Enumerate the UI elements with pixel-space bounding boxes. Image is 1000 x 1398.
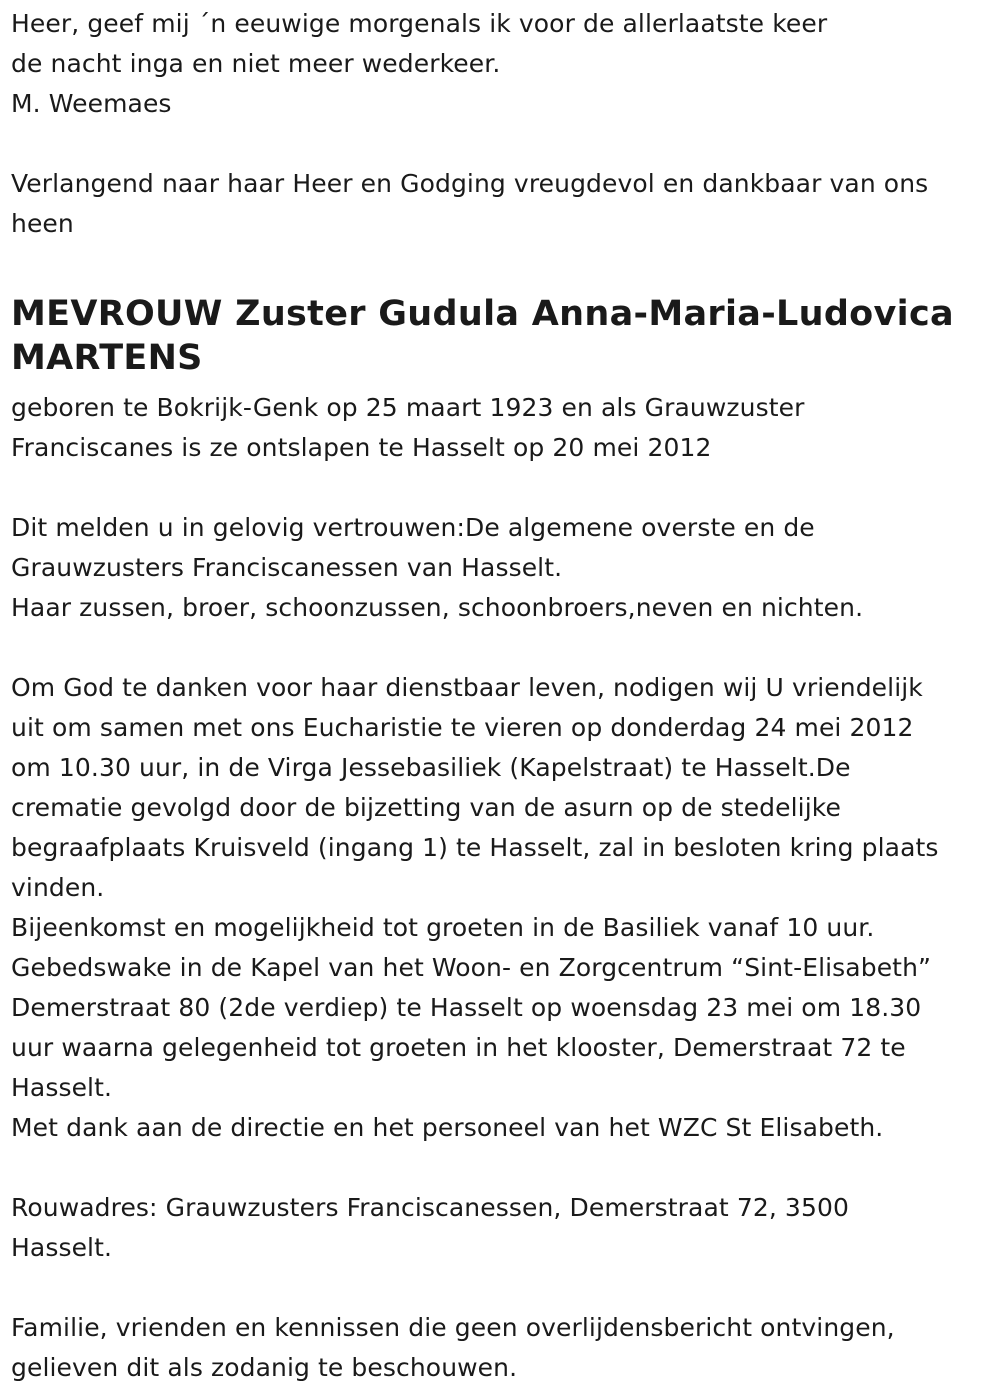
closing-line: Familie, vrienden en kennissen die geen overlijdensbericht ontvingen, [11,1313,895,1342]
ceremony-line: vinden. [11,873,105,902]
ceremony-line: Demerstraat 80 (2de verdiep) te Hasselt op woensdag 23 mei om 18.30 [11,993,922,1022]
ceremony-line: Gebedswake in de Kapel van het Woon- en Zorgcentrum “Sint-Elisabeth” [11,953,932,982]
deceased-name [11,292,991,380]
announcement-section [11,508,991,628]
address-section [11,1188,991,1268]
ceremony-line: Om God te danken voor haar dienstbaar leven, nodigen wij U vriendelijk [11,673,923,702]
ceremony-line: Hasselt. [11,1073,113,1102]
spacer [11,124,991,164]
address-line: Rouwadres: Grauwzusters Franciscanessen, Demerstraat 72, 3500 [11,1193,849,1222]
closing-section [11,1308,991,1388]
closing-line: gelieven dit als zodanig te beschouwen. [11,1353,518,1382]
ceremony-line: uit om samen met ons Eucharistie te vieren op donderdag 24 mei 2012 [11,713,914,742]
address-line: Hasselt. [11,1233,113,1262]
deceased-details [11,388,991,468]
ceremony-line: uur waarna gelegenheid tot groeten in het klooster, Demerstraat 72 te [11,1033,906,1062]
spacer [11,468,991,508]
ceremony-section [11,668,991,1148]
deceased-name-line: MEVROUW Zuster Gudula Anna-Maria-Ludovica [11,294,954,334]
details-line: Franciscanes is ze ontslapen te Hasselt op 20 mei 2012 [11,433,712,462]
ceremony-line: Met dank aan de directie en het personeel van het WZC St Elisabeth. [11,1113,884,1142]
details-line: geboren te Bokrijk-Genk op 25 maart 1923 en als Grauwzuster [11,393,805,422]
intro-section [11,164,991,244]
poem-line: de nacht inga en niet meer wederkeer. [11,49,501,78]
spacer [11,1268,991,1308]
poem-author: M. Weemaes [11,89,172,118]
ceremony-line: begraafplaats Kruisveld (ingang 1) te Hasselt, zal in besloten kring plaats [11,833,939,862]
announcement-line: Haar zussen, broer, schoonzussen, schoonbroers,neven en nichten. [11,593,864,622]
ceremony-line: crematie gevolgd door de bijzetting van de asurn op de stedelijke [11,793,841,822]
announcement-line: Dit melden u in gelovig vertrouwen:De algemene overste en de [11,513,815,542]
intro-line: Verlangend naar haar Heer en Godging vreugdevol en dankbaar van ons [11,169,929,198]
obituary-notice [11,4,991,1388]
intro-line: heen [11,209,74,238]
poem-section [11,4,991,124]
ceremony-line: Bijeenkomst en mogelijkheid tot groeten in de Basiliek vanaf 10 uur. [11,913,875,942]
spacer [11,1148,991,1188]
ceremony-line: om 10.30 uur, in de Virga Jessebasiliek (Kapelstraat) te Hasselt.De [11,753,851,782]
announcement-line: Grauwzusters Franciscanessen van Hasselt. [11,553,563,582]
deceased-name-line: MARTENS [11,338,203,378]
spacer [11,628,991,668]
poem-line: Heer, geef mij ´n eeuwige morgenals ik voor de allerlaatste keer [11,9,828,38]
spacer [11,244,991,292]
